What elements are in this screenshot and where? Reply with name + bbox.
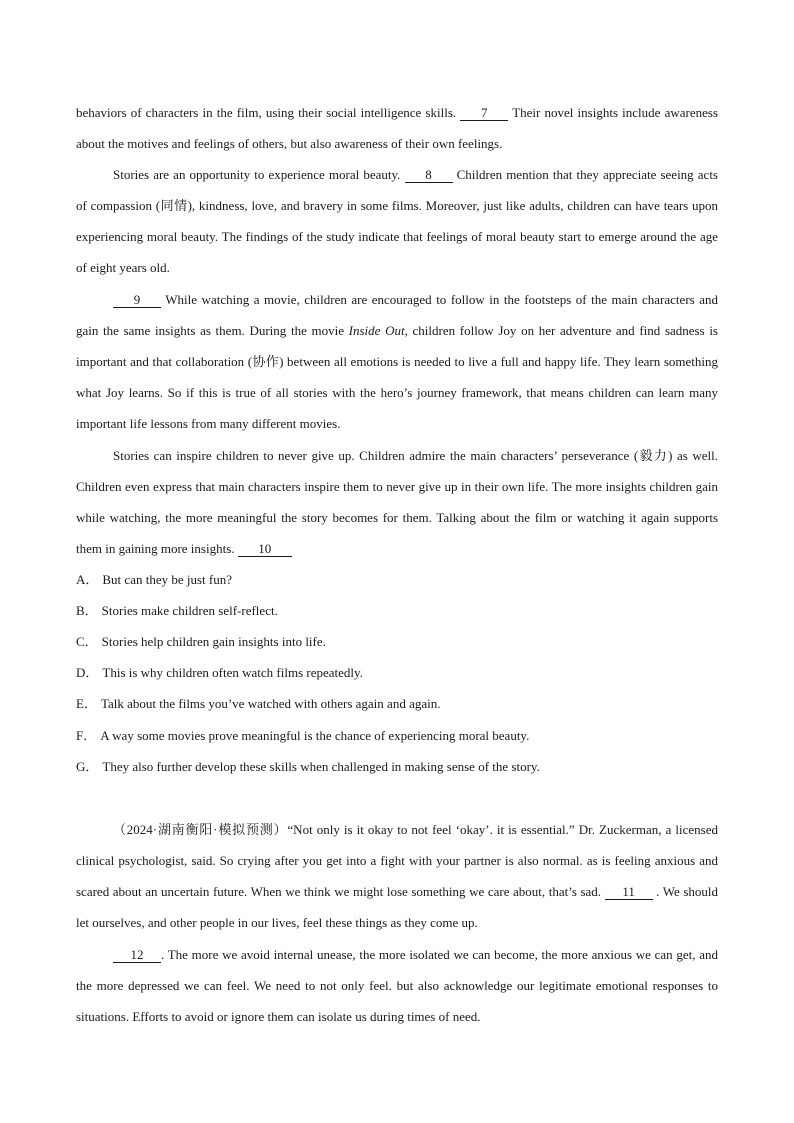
- option-text: But can they be just fun?: [102, 572, 232, 587]
- option-letter: B．: [76, 603, 98, 618]
- answer-blank-7[interactable]: 7: [460, 106, 508, 121]
- paragraph-text: “Not only is it okay to not feel ‘okay’. it is essential.” Dr. Zuckerman, a licensed clinical psychologist, said. So crying after you get into a fight with your partner is also normal. as is feeling anxious and scared about an uncertain future. When we think we might lose something we care about, that’s sad.: [76, 822, 718, 899]
- option-text: Stories help children gain insights into life.: [101, 634, 326, 649]
- paragraph-text: Stories can inspire children to never give up. Children admire the main characters’ perseverance (毅力) as well. Children even express that main characters inspire them to never give up in their own life. The more insights children gain while watching, the more meaningful the story becomes for them. Talking about the film or watching it again supports them in gaining more insights.: [76, 448, 718, 556]
- option-text: Stories make children self-reflect.: [101, 603, 278, 618]
- option-text: A way some movies prove meaningful is the chance of experiencing moral beauty.: [100, 728, 530, 743]
- option-c[interactable]: [76, 626, 326, 657]
- option-g[interactable]: [76, 751, 540, 782]
- paragraph-6: [76, 939, 718, 1032]
- answer-blank-9[interactable]: 9: [113, 293, 161, 308]
- option-letter: G．: [76, 759, 99, 774]
- answer-blank-10[interactable]: 10: [238, 542, 292, 557]
- paragraph-text: behaviors of characters in the film, using their social intelligence skills.: [76, 105, 461, 120]
- option-letter: D．: [76, 665, 99, 680]
- paragraph-1: [76, 97, 718, 159]
- answer-blank-11[interactable]: 11: [605, 885, 653, 900]
- paragraph-text: Their novel insights include awareness about the motives and feelings of others, but also awareness of their own feelings.: [76, 105, 718, 151]
- answer-blank-8[interactable]: 8: [405, 168, 453, 183]
- option-f[interactable]: [76, 720, 529, 751]
- paragraph-text: . The more we avoid internal unease, the more isolated we can become, the more anxious we can get, and the more depressed we can feel. We need to not only feel. but also acknowledge our legitimate emotional responses to situations. Efforts to avoid or ignore them can isolate us during times of need.: [76, 947, 718, 1024]
- option-a[interactable]: [76, 564, 232, 595]
- paragraph-2: [76, 159, 718, 283]
- movie-title: Inside Out: [348, 323, 405, 338]
- paragraph-text: , children follow Joy on her adventure and find sadness is important and that collaboration (协作) between all emotions is needed to live a full and happy life. They learn something what Joy learns. So if this is true of all stories with the hero’s journey framework, that means children can learn many important life lessons from many different movies.: [76, 323, 718, 431]
- option-letter: A．: [76, 572, 99, 587]
- option-text: Talk about the films you’ve watched with others again and again.: [100, 696, 441, 711]
- paragraph-3: [76, 284, 718, 439]
- option-letter: C．: [76, 634, 98, 649]
- option-b[interactable]: [76, 595, 278, 626]
- paragraph-5: [76, 814, 718, 938]
- paragraph-4: [76, 440, 718, 564]
- question-source: （2024·湖南衡阳·模拟预测）: [113, 822, 288, 837]
- paragraph-text: While watching a movie, children are encouraged to follow in the footsteps of the main characters and gain the same insights as them. During the movie: [76, 292, 718, 338]
- paragraph-text: Stories are an opportunity to experience moral beauty.: [113, 167, 405, 182]
- option-text: They also further develop these skills when challenged in making sense of the story.: [102, 759, 540, 774]
- option-letter: E．: [76, 696, 97, 711]
- option-e[interactable]: [76, 688, 440, 719]
- option-text: This is why children often watch films repeatedly.: [102, 665, 363, 680]
- option-d[interactable]: [76, 657, 363, 688]
- answer-blank-12[interactable]: 12: [113, 948, 161, 963]
- paragraph-text: . We should let ourselves, and other people in our lives, feel these things as they come up.: [76, 884, 718, 930]
- paragraph-text: Children mention that they appreciate seeing acts of compassion (同情), kindness, love, and bravery in some films. Moreover, just like adults, children can have tears upon experiencing moral beauty. The findings of the study indicate that feelings of moral beauty start to emerge around the age of eight years old.: [76, 167, 718, 275]
- option-letter: F．: [76, 728, 97, 743]
